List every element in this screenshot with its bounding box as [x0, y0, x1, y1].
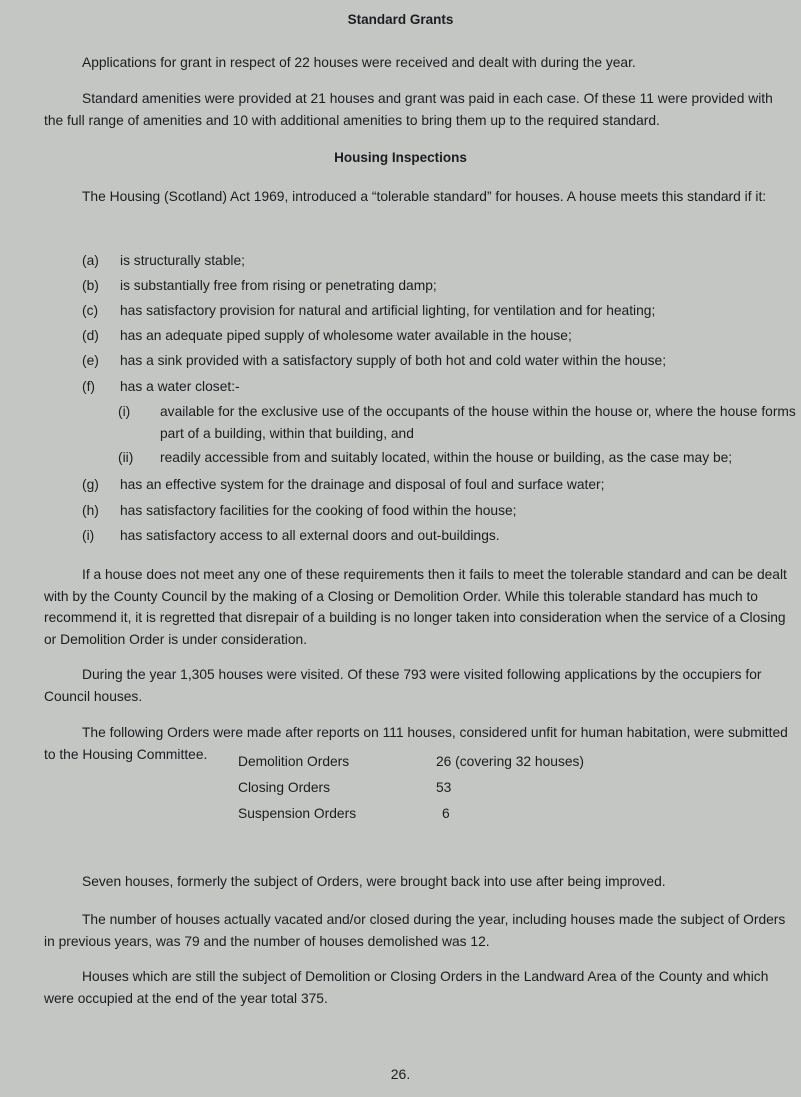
sub-requirement-text: readily accessible from and suitably located, within the house or building, as the case may be; [160, 450, 733, 465]
paragraph-orders-made: The following Orders were made after reports on 111 houses, considered unfit for human habitation, were submitted to the Housing Committee. [44, 725, 788, 762]
order-value: 6 [442, 806, 450, 821]
requirement-text: has satisfactory facilities for the cooking of food within the house; [120, 503, 517, 518]
paragraph-houses-visited: During the year 1,305 houses were visited. Of these 793 were visited following applications by the occupiers for Council houses. [44, 667, 762, 704]
requirement-text: is structurally stable; [120, 253, 245, 268]
requirement-label: (e) [82, 353, 99, 368]
requirement-label: (f) [82, 379, 96, 394]
requirement-text: has a water closet:- [120, 379, 240, 394]
requirement-label: (i) [82, 528, 95, 543]
paragraph-standard-amenities: Standard amenities were provided at 21 houses and grant was paid in each case. Of these 11 were provided with the full range of amenities and 10 with additional amenities to bring them up to the required standard. [44, 91, 773, 128]
sub-requirement-item [118, 447, 800, 469]
requirement-label: (c) [82, 303, 99, 318]
requirement-text: is substantially free from rising or penetrating damp; [120, 278, 437, 293]
paragraph-tolerable-standard: The Housing (Scotland) Act 1969, introduced a “tolerable standard” for houses. A house meets this standard if it: [82, 189, 767, 204]
sub-requirement-label: (ii) [118, 450, 134, 465]
requirement-label: (b) [82, 278, 99, 293]
requirement-text: has an adequate piped supply of wholesome water available in the house; [120, 328, 572, 343]
sub-requirement-text: available for the exclusive use of the occupants of the house within the house or, where the house forms part of a building, within that building, and [160, 404, 796, 441]
order-name: Suspension Orders [238, 806, 357, 821]
requirement-text: has a sink provided with a satisfactory supply of both hot and cold water within the house; [120, 353, 667, 368]
page-number: 26. [390, 1066, 411, 1082]
requirement-label: (g) [82, 477, 99, 492]
requirement-label: (h) [82, 503, 99, 518]
sub-requirement-label: (i) [118, 404, 131, 419]
requirement-label: (d) [82, 328, 99, 343]
heading-housing-inspections: Housing Inspections [334, 150, 467, 165]
paragraph-grant-applications: Applications for grant in respect of 22 houses were received and dealt with during the year. [82, 55, 636, 70]
sub-requirement-item [118, 401, 800, 445]
requirement-label: (a) [82, 253, 99, 268]
paragraph-houses-vacated: The number of houses actually vacated and/or closed during the year, including houses made the subject of Orders in previous years, was 79 and the number of houses demolished was 12. [44, 912, 786, 949]
order-name: Closing Orders [238, 780, 331, 795]
requirement-text: has an effective system for the drainage and disposal of foul and surface water; [120, 477, 605, 492]
paragraph-houses-occupied: Houses which are still the subject of Demolition or Closing Orders in the Landward Area of the County and which were occupied at the end of the year total 375. [44, 969, 769, 1006]
paragraph-houses-improved: Seven houses, formerly the subject of Orders, were brought back into use after being improved. [82, 874, 666, 889]
order-value: 26 (covering 32 houses) [436, 754, 585, 769]
order-name: Demolition Orders [238, 754, 350, 769]
paragraph-requirement-failure: If a house does not meet any one of these requirements then it fails to meet the tolerable standard and can be dealt with by the County Council by the making of a Closing or Demolition Order. While this tolerable standard has much to recommend it, it is regretted that disrepair of a building is no longer taken into consideration when the service of a Closing or Demolition Order is under consideration. [44, 567, 787, 647]
requirement-text: has satisfactory provision for natural and artificial lighting, for ventilation and for heating; [120, 303, 656, 318]
heading-standard-grants: Standard Grants [347, 12, 454, 27]
order-value: 53 [436, 780, 452, 795]
requirement-text: has satisfactory access to all external doors and out-buildings. [120, 528, 500, 543]
